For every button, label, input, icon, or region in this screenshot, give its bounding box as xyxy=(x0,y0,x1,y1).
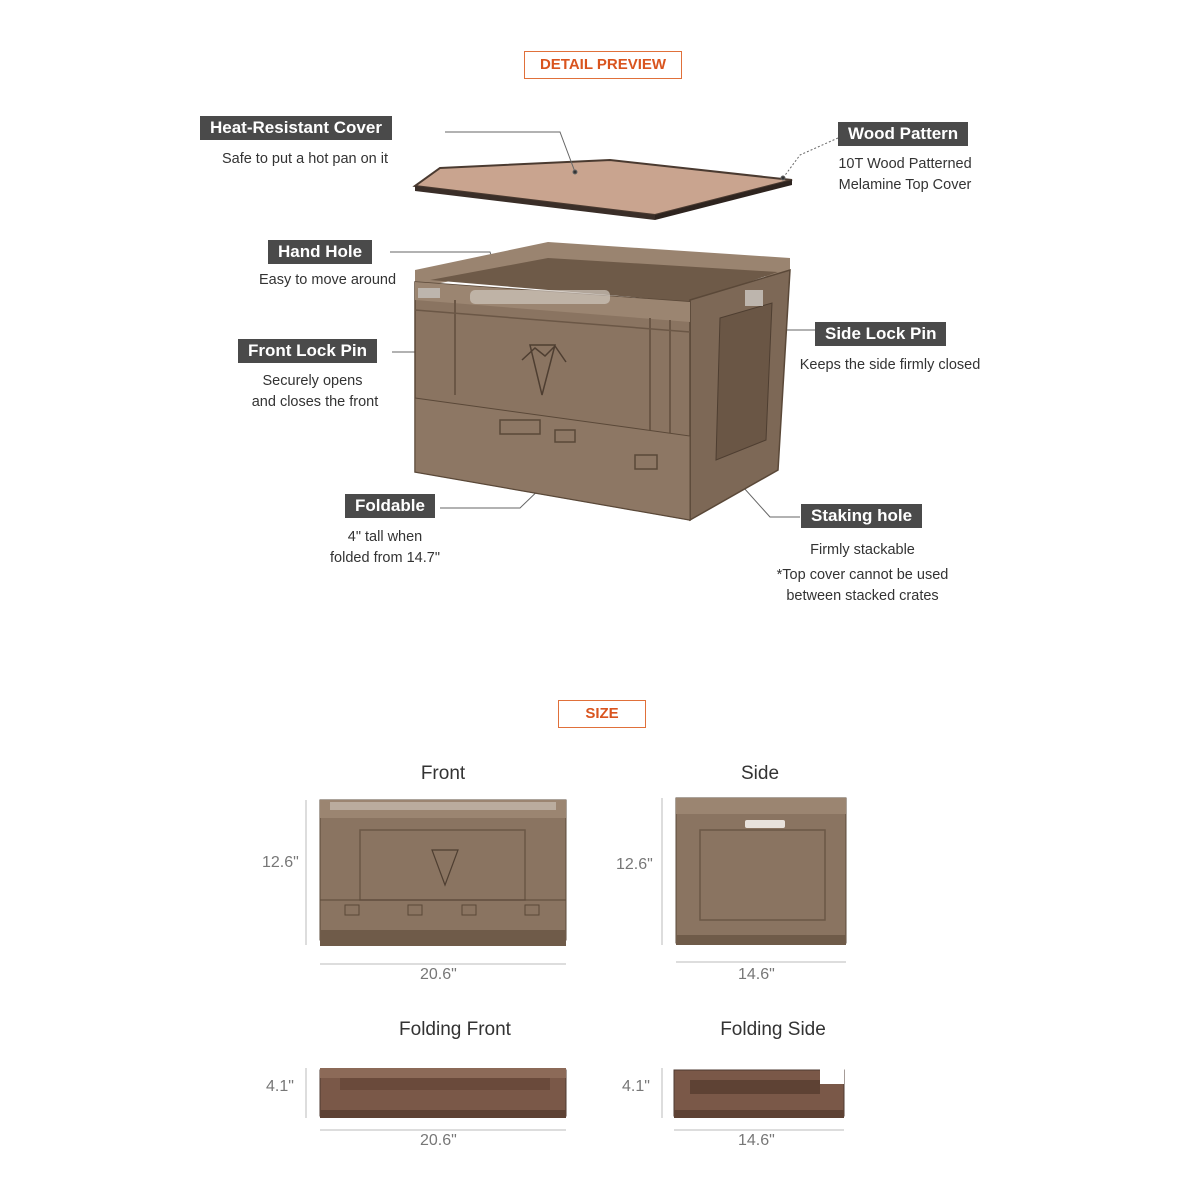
detail-preview-tag: DETAIL PREVIEW xyxy=(524,51,682,79)
wood-pattern-label: Wood Pattern xyxy=(838,122,968,146)
folding-side-width-dim: 14.6" xyxy=(738,1132,775,1149)
foldable-desc-1: 4" tall when xyxy=(347,529,423,545)
folding-side-title: Folding Side xyxy=(720,1019,826,1040)
stacking-hole-label: Staking hole xyxy=(801,504,922,528)
side-view-title: Side xyxy=(740,763,780,784)
side-lock-pin-desc: Keeps the side firmly closed xyxy=(799,357,981,373)
side-width-dim: 14.6" xyxy=(738,966,775,983)
stacking-hole-desc-1: Firmly stackable xyxy=(810,542,915,558)
folding-front-width-dim: 20.6" xyxy=(420,1132,457,1149)
foldable-desc-2: folded from 14.7" xyxy=(330,550,440,566)
front-height-dim: 12.6" xyxy=(262,854,299,871)
folding-side-image xyxy=(674,1068,844,1118)
front-lock-pin-label: Front Lock Pin xyxy=(238,339,377,363)
folding-side-height-dim: 4.1" xyxy=(622,1078,650,1095)
side-lock-pin-label: Side Lock Pin xyxy=(815,322,946,346)
hand-hole-label: Hand Hole xyxy=(268,240,372,264)
folding-front-title: Folding Front xyxy=(399,1019,511,1040)
side-height-dim: 12.6" xyxy=(616,856,653,873)
wood-pattern-desc-1: 10T Wood Patterned xyxy=(838,156,972,172)
folding-front-height-dim: 4.1" xyxy=(266,1078,294,1095)
foldable-label: Foldable xyxy=(345,494,435,518)
heat-resistant-cover-desc: Safe to put a hot pan on it xyxy=(221,151,389,167)
folding-front-image xyxy=(320,1068,566,1118)
front-view-image xyxy=(320,800,566,946)
front-lock-pin-desc-2: and closes the front xyxy=(251,394,379,410)
size-tag: SIZE xyxy=(558,700,646,728)
stacking-hole-desc-2: *Top cover cannot be used xyxy=(776,567,949,583)
heat-resistant-cover-label: Heat-Resistant Cover xyxy=(200,116,392,140)
wood-pattern-desc-2: Melamine Top Cover xyxy=(838,177,972,193)
side-view-image xyxy=(676,798,846,945)
front-width-dim: 20.6" xyxy=(420,966,457,983)
front-view-title: Front xyxy=(420,763,466,784)
hand-hole-desc: Easy to move around xyxy=(258,272,397,288)
front-lock-pin-desc-1: Securely opens xyxy=(262,373,363,389)
stacking-hole-desc-3: between stacked crates xyxy=(786,588,939,604)
